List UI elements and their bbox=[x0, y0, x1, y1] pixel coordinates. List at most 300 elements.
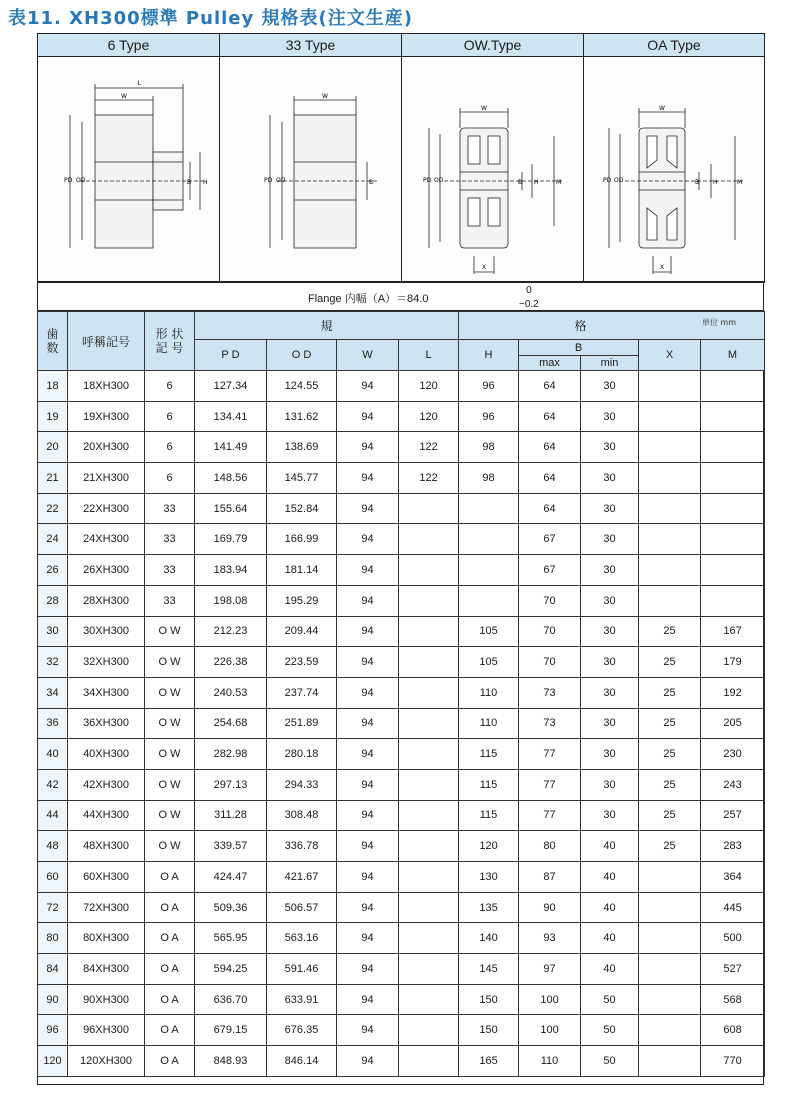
cell-teeth: 34 bbox=[38, 677, 68, 708]
cell-x: 25 bbox=[639, 769, 701, 800]
cell-m bbox=[701, 524, 765, 555]
table-row bbox=[38, 1015, 765, 1046]
cell-name: 44XH300 bbox=[68, 800, 145, 831]
cell-l bbox=[399, 954, 459, 985]
cell-teeth: 96 bbox=[38, 1015, 68, 1046]
cell-m bbox=[701, 463, 765, 494]
cell-teeth: 28 bbox=[38, 585, 68, 616]
cell-teeth: 44 bbox=[38, 800, 68, 831]
cell-teeth: 32 bbox=[38, 647, 68, 678]
cell-shape: 33 bbox=[145, 555, 195, 586]
cell-shape: 6 bbox=[145, 371, 195, 402]
cell-l bbox=[399, 524, 459, 555]
dim-m-label: M bbox=[555, 178, 561, 186]
cell-teeth: 48 bbox=[38, 831, 68, 862]
cell-b-min: 30 bbox=[581, 616, 639, 647]
table-row bbox=[38, 493, 765, 524]
table-row bbox=[38, 739, 765, 770]
cell-name: 72XH300 bbox=[68, 892, 145, 923]
header-pd: P D bbox=[195, 340, 267, 371]
cell-b-min: 50 bbox=[581, 984, 639, 1015]
table-row bbox=[38, 769, 765, 800]
table-row bbox=[38, 800, 765, 831]
header-b: B bbox=[519, 340, 639, 356]
cell-h: 110 bbox=[459, 708, 519, 739]
cell-l bbox=[399, 616, 459, 647]
table-row bbox=[38, 585, 765, 616]
cell-x bbox=[639, 862, 701, 893]
cell-w: 94 bbox=[337, 401, 399, 432]
cell-b-max: 73 bbox=[519, 708, 581, 739]
cell-b-max: 77 bbox=[519, 800, 581, 831]
cell-x: 25 bbox=[639, 616, 701, 647]
cell-b-max: 70 bbox=[519, 647, 581, 678]
cell-b-min: 40 bbox=[581, 954, 639, 985]
cell-w: 94 bbox=[337, 432, 399, 463]
cell-b-max: 67 bbox=[519, 555, 581, 586]
cell-h bbox=[459, 585, 519, 616]
type-header-33: 33 Type bbox=[220, 34, 402, 57]
cell-b-max: 64 bbox=[519, 401, 581, 432]
dim-b-label: B bbox=[517, 178, 522, 186]
table-row bbox=[38, 1046, 765, 1077]
dim-pd-label: PD bbox=[603, 176, 612, 184]
cell-m: 500 bbox=[701, 923, 765, 954]
cell-teeth: 20 bbox=[38, 432, 68, 463]
page-title: 表11. XH300標準 Pulley 規格表(注文生産) bbox=[8, 8, 413, 29]
cell-od: 152.84 bbox=[267, 493, 337, 524]
cell-x bbox=[639, 524, 701, 555]
dim-x-label: X bbox=[660, 263, 665, 271]
header-shape: 形 状 記 号 bbox=[145, 312, 195, 371]
cell-od: 676.35 bbox=[267, 1015, 337, 1046]
cell-od: 421.67 bbox=[267, 862, 337, 893]
cell-b-max: 64 bbox=[519, 432, 581, 463]
header-l: L bbox=[399, 340, 459, 371]
cell-l bbox=[399, 984, 459, 1015]
cell-b-min: 50 bbox=[581, 1046, 639, 1077]
cell-pd: 240.53 bbox=[195, 677, 267, 708]
cell-m: 770 bbox=[701, 1046, 765, 1077]
header-teeth: 歯 数 bbox=[38, 312, 68, 371]
cell-pd: 594.25 bbox=[195, 954, 267, 985]
cell-shape: 33 bbox=[145, 493, 195, 524]
cell-h: 115 bbox=[459, 800, 519, 831]
cell-l bbox=[399, 493, 459, 524]
cell-teeth: 42 bbox=[38, 769, 68, 800]
cell-od: 591.46 bbox=[267, 954, 337, 985]
cell-l: 120 bbox=[399, 401, 459, 432]
cell-teeth: 18 bbox=[38, 371, 68, 402]
table-row bbox=[38, 616, 765, 647]
cell-w: 94 bbox=[337, 493, 399, 524]
dim-w-label: W bbox=[321, 92, 328, 100]
header-name: 呼稱記号 bbox=[68, 312, 145, 371]
cell-h: 96 bbox=[459, 401, 519, 432]
cell-shape: 6 bbox=[145, 463, 195, 494]
dim-h-label: H bbox=[202, 178, 208, 186]
cell-w: 94 bbox=[337, 524, 399, 555]
cell-name: 60XH300 bbox=[68, 862, 145, 893]
cell-teeth: 30 bbox=[38, 616, 68, 647]
cell-b-min: 40 bbox=[581, 862, 639, 893]
table-row bbox=[38, 432, 765, 463]
cell-l bbox=[399, 800, 459, 831]
dim-m-label: M bbox=[737, 178, 743, 186]
cell-b-min: 40 bbox=[581, 892, 639, 923]
table-row bbox=[38, 555, 765, 586]
dim-w-label: W bbox=[120, 92, 127, 100]
cell-b-min: 30 bbox=[581, 708, 639, 739]
table-row bbox=[38, 708, 765, 739]
cell-shape: O W bbox=[145, 831, 195, 862]
cell-teeth: 80 bbox=[38, 923, 68, 954]
cell-m bbox=[701, 432, 765, 463]
cell-name: 80XH300 bbox=[68, 923, 145, 954]
cell-name: 40XH300 bbox=[68, 739, 145, 770]
table-row bbox=[38, 831, 765, 862]
cell-x bbox=[639, 493, 701, 524]
table-row bbox=[38, 401, 765, 432]
dim-x-label: X bbox=[481, 263, 486, 271]
cell-b-max: 64 bbox=[519, 463, 581, 494]
cell-w: 94 bbox=[337, 1015, 399, 1046]
cell-pd: 169.79 bbox=[195, 524, 267, 555]
cell-pd: 311.28 bbox=[195, 800, 267, 831]
cell-pd: 254.68 bbox=[195, 708, 267, 739]
cell-name: 30XH300 bbox=[68, 616, 145, 647]
header-spec-group: 規 bbox=[195, 312, 459, 340]
dim-l-label: L bbox=[136, 79, 141, 87]
cell-shape: O A bbox=[145, 1015, 195, 1046]
cell-l bbox=[399, 585, 459, 616]
cell-od: 181.14 bbox=[267, 555, 337, 586]
cell-shape: 33 bbox=[145, 585, 195, 616]
cell-w: 94 bbox=[337, 371, 399, 402]
cell-pd: 212.23 bbox=[195, 616, 267, 647]
dim-w-label: W bbox=[659, 104, 665, 112]
cell-name: 36XH300 bbox=[68, 708, 145, 739]
cell-shape: 6 bbox=[145, 401, 195, 432]
dim-b-label: B bbox=[186, 178, 191, 186]
header-w: W bbox=[337, 340, 399, 371]
cell-l: 120 bbox=[399, 371, 459, 402]
cell-od: 336.78 bbox=[267, 831, 337, 862]
table-row bbox=[38, 984, 765, 1015]
cell-b-max: 87 bbox=[519, 862, 581, 893]
cell-w: 94 bbox=[337, 585, 399, 616]
cell-b-max: 100 bbox=[519, 1015, 581, 1046]
dim-od-label: OD bbox=[433, 176, 443, 184]
header-b-min: min bbox=[581, 356, 639, 371]
cell-shape: 33 bbox=[145, 524, 195, 555]
cell-name: 34XH300 bbox=[68, 677, 145, 708]
cell-od: 131.62 bbox=[267, 401, 337, 432]
cell-b-min: 30 bbox=[581, 800, 639, 831]
cell-name: 84XH300 bbox=[68, 954, 145, 985]
cell-w: 94 bbox=[337, 677, 399, 708]
cell-x bbox=[639, 954, 701, 985]
cell-name: 120XH300 bbox=[68, 1046, 145, 1077]
cell-x bbox=[639, 463, 701, 494]
cell-shape: O W bbox=[145, 800, 195, 831]
table-row bbox=[38, 954, 765, 985]
cell-w: 94 bbox=[337, 463, 399, 494]
cell-x: 25 bbox=[639, 647, 701, 678]
cell-b-max: 77 bbox=[519, 769, 581, 800]
cell-shape: O A bbox=[145, 923, 195, 954]
cell-w: 94 bbox=[337, 647, 399, 678]
type-header-ow: OW.Type bbox=[402, 34, 584, 57]
cell-name: 18XH300 bbox=[68, 371, 145, 402]
cell-h: 130 bbox=[459, 862, 519, 893]
cell-x: 25 bbox=[639, 831, 701, 862]
cell-h bbox=[459, 524, 519, 555]
cell-od: 633.91 bbox=[267, 984, 337, 1015]
cell-x bbox=[639, 432, 701, 463]
cell-pd: 509.36 bbox=[195, 892, 267, 923]
cell-w: 94 bbox=[337, 769, 399, 800]
cell-b-min: 40 bbox=[581, 831, 639, 862]
cell-h: 115 bbox=[459, 739, 519, 770]
cell-pd: 297.13 bbox=[195, 769, 267, 800]
header-spec-group-2: 格 単位 mm bbox=[459, 312, 765, 340]
type-header-oa: OA Type bbox=[584, 34, 765, 57]
tol-upper: 0 bbox=[526, 285, 532, 296]
cell-pd: 155.64 bbox=[195, 493, 267, 524]
cell-name: 32XH300 bbox=[68, 647, 145, 678]
cell-od: 124.55 bbox=[267, 371, 337, 402]
header-b-max: max bbox=[519, 356, 581, 371]
cell-m: 445 bbox=[701, 892, 765, 923]
spec-table bbox=[37, 311, 765, 1077]
cell-m: 283 bbox=[701, 831, 765, 862]
cell-pd: 679.15 bbox=[195, 1015, 267, 1046]
dim-h-label: H bbox=[713, 178, 718, 186]
cell-pd: 226.38 bbox=[195, 647, 267, 678]
cell-od: 166.99 bbox=[267, 524, 337, 555]
cell-name: 48XH300 bbox=[68, 831, 145, 862]
cell-od: 237.74 bbox=[267, 677, 337, 708]
cell-x bbox=[639, 892, 701, 923]
cell-l bbox=[399, 739, 459, 770]
cell-m bbox=[701, 371, 765, 402]
cell-b-min: 30 bbox=[581, 585, 639, 616]
cell-shape: O W bbox=[145, 769, 195, 800]
cell-l bbox=[399, 1046, 459, 1077]
cell-l: 122 bbox=[399, 463, 459, 494]
cell-od: 506.57 bbox=[267, 892, 337, 923]
cell-teeth: 22 bbox=[38, 493, 68, 524]
cell-b-max: 110 bbox=[519, 1046, 581, 1077]
flange-width-note bbox=[37, 281, 764, 311]
cell-h: 135 bbox=[459, 892, 519, 923]
cell-x bbox=[639, 923, 701, 954]
cell-teeth: 36 bbox=[38, 708, 68, 739]
cell-pd: 636.70 bbox=[195, 984, 267, 1015]
cell-w: 94 bbox=[337, 555, 399, 586]
type-ow-drawing bbox=[402, 57, 584, 283]
cell-w: 94 bbox=[337, 708, 399, 739]
cell-h: 165 bbox=[459, 1046, 519, 1077]
cell-pd: 198.08 bbox=[195, 585, 267, 616]
cell-b-max: 73 bbox=[519, 677, 581, 708]
cell-w: 94 bbox=[337, 862, 399, 893]
dim-pd-label: PD bbox=[63, 176, 72, 184]
tol-lower: −0.2 bbox=[519, 299, 539, 310]
cell-pd: 141.49 bbox=[195, 432, 267, 463]
cell-teeth: 84 bbox=[38, 954, 68, 985]
cell-x bbox=[639, 984, 701, 1015]
cell-shape: O W bbox=[145, 677, 195, 708]
cell-l bbox=[399, 677, 459, 708]
cell-b-min: 50 bbox=[581, 1015, 639, 1046]
cell-w: 94 bbox=[337, 800, 399, 831]
cell-x bbox=[639, 1015, 701, 1046]
cell-m: 527 bbox=[701, 954, 765, 985]
cell-w: 94 bbox=[337, 984, 399, 1015]
cell-h: 96 bbox=[459, 371, 519, 402]
cell-shape: O A bbox=[145, 862, 195, 893]
cell-shape: O W bbox=[145, 739, 195, 770]
cell-shape: 6 bbox=[145, 432, 195, 463]
cell-m: 192 bbox=[701, 677, 765, 708]
cell-w: 94 bbox=[337, 923, 399, 954]
cell-name: 24XH300 bbox=[68, 524, 145, 555]
dim-pd-label: PD bbox=[263, 176, 272, 184]
dim-b-label: B bbox=[695, 178, 700, 186]
cell-m bbox=[701, 493, 765, 524]
header-od: O D bbox=[267, 340, 337, 371]
cell-b-min: 30 bbox=[581, 371, 639, 402]
cell-b-max: 93 bbox=[519, 923, 581, 954]
cell-teeth: 90 bbox=[38, 984, 68, 1015]
cell-od: 294.33 bbox=[267, 769, 337, 800]
cell-shape: O A bbox=[145, 892, 195, 923]
type-33-drawing bbox=[220, 57, 402, 283]
cell-b-min: 30 bbox=[581, 493, 639, 524]
cell-pd: 148.56 bbox=[195, 463, 267, 494]
cell-x bbox=[639, 371, 701, 402]
dim-od-label: OD bbox=[275, 176, 285, 184]
cell-m bbox=[701, 555, 765, 586]
cell-x: 25 bbox=[639, 708, 701, 739]
dim-od-label: OD bbox=[614, 176, 624, 184]
cell-name: 90XH300 bbox=[68, 984, 145, 1015]
cell-teeth: 120 bbox=[38, 1046, 68, 1077]
table-row bbox=[38, 862, 765, 893]
cell-b-min: 30 bbox=[581, 432, 639, 463]
cell-h: 150 bbox=[459, 984, 519, 1015]
cell-od: 195.29 bbox=[267, 585, 337, 616]
cell-l bbox=[399, 831, 459, 862]
cell-b-max: 64 bbox=[519, 493, 581, 524]
cell-m: 364 bbox=[701, 862, 765, 893]
dim-h-label: H bbox=[533, 178, 539, 186]
cell-b-max: 80 bbox=[519, 831, 581, 862]
cell-x bbox=[639, 1046, 701, 1077]
dim-w-label: W bbox=[480, 104, 487, 112]
cell-teeth: 40 bbox=[38, 739, 68, 770]
cell-b-max: 77 bbox=[519, 739, 581, 770]
cell-od: 145.77 bbox=[267, 463, 337, 494]
cell-shape: O W bbox=[145, 616, 195, 647]
cell-od: 251.89 bbox=[267, 708, 337, 739]
table-row bbox=[38, 892, 765, 923]
cell-b-min: 30 bbox=[581, 555, 639, 586]
cell-w: 94 bbox=[337, 1046, 399, 1077]
cell-m bbox=[701, 585, 765, 616]
flange-text: Flange 内幅（A）＝84.0 bbox=[308, 293, 429, 305]
header-m: M bbox=[701, 340, 765, 371]
cell-od: 308.48 bbox=[267, 800, 337, 831]
cell-m: 179 bbox=[701, 647, 765, 678]
table-row bbox=[38, 463, 765, 494]
type-diagrams-section bbox=[37, 33, 764, 283]
cell-b-min: 30 bbox=[581, 463, 639, 494]
cell-b-max: 70 bbox=[519, 585, 581, 616]
cell-shape: O A bbox=[145, 954, 195, 985]
cell-pd: 848.93 bbox=[195, 1046, 267, 1077]
cell-l bbox=[399, 555, 459, 586]
cell-x bbox=[639, 555, 701, 586]
table-row bbox=[38, 677, 765, 708]
cell-w: 94 bbox=[337, 892, 399, 923]
cell-name: 22XH300 bbox=[68, 493, 145, 524]
cell-b-max: 100 bbox=[519, 984, 581, 1015]
cell-h: 145 bbox=[459, 954, 519, 985]
cell-h: 105 bbox=[459, 616, 519, 647]
cell-l bbox=[399, 769, 459, 800]
cell-b-min: 30 bbox=[581, 647, 639, 678]
cell-shape: O A bbox=[145, 984, 195, 1015]
type-header-6: 6 Type bbox=[38, 34, 220, 57]
cell-h: 98 bbox=[459, 463, 519, 494]
cell-b-min: 30 bbox=[581, 769, 639, 800]
unit-label: 単位 mm bbox=[701, 318, 737, 327]
cell-name: 20XH300 bbox=[68, 432, 145, 463]
cell-m: 568 bbox=[701, 984, 765, 1015]
dim-od-label: OD bbox=[75, 176, 85, 184]
cell-shape: O W bbox=[145, 708, 195, 739]
cell-m: 167 bbox=[701, 616, 765, 647]
type-6-drawing bbox=[38, 57, 220, 283]
cell-w: 94 bbox=[337, 954, 399, 985]
dim-b-label: B bbox=[368, 178, 373, 186]
cell-pd: 127.34 bbox=[195, 371, 267, 402]
cell-m bbox=[701, 401, 765, 432]
cell-pd: 183.94 bbox=[195, 555, 267, 586]
cell-w: 94 bbox=[337, 831, 399, 862]
cell-h: 115 bbox=[459, 769, 519, 800]
cell-name: 19XH300 bbox=[68, 401, 145, 432]
cell-od: 138.69 bbox=[267, 432, 337, 463]
cell-b-min: 30 bbox=[581, 401, 639, 432]
cell-teeth: 19 bbox=[38, 401, 68, 432]
cell-od: 280.18 bbox=[267, 739, 337, 770]
cell-b-max: 67 bbox=[519, 524, 581, 555]
cell-x: 25 bbox=[639, 800, 701, 831]
cell-m: 257 bbox=[701, 800, 765, 831]
table-row bbox=[38, 923, 765, 954]
cell-l bbox=[399, 1015, 459, 1046]
cell-od: 223.59 bbox=[267, 647, 337, 678]
cell-w: 94 bbox=[337, 739, 399, 770]
cell-h bbox=[459, 555, 519, 586]
cell-h: 98 bbox=[459, 432, 519, 463]
cell-name: 42XH300 bbox=[68, 769, 145, 800]
header-x: X bbox=[639, 340, 701, 371]
